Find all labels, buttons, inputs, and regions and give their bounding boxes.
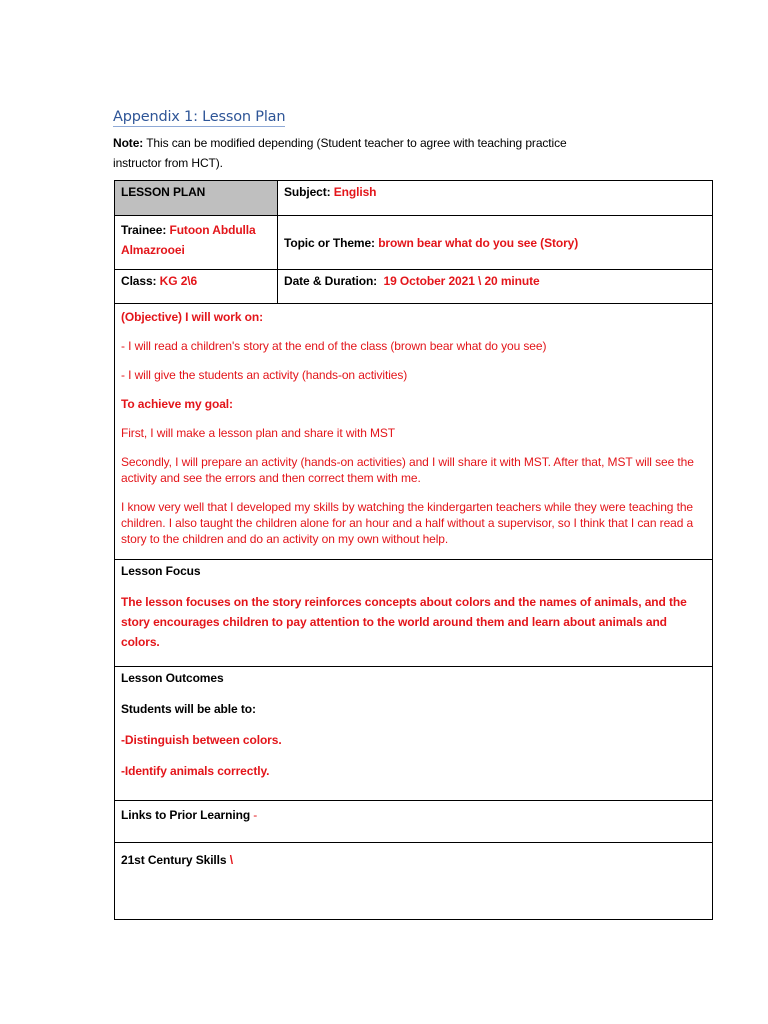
- note-text: [113, 133, 633, 173]
- subject-label: Subject:: [284, 185, 331, 199]
- note-label: Note:: [113, 136, 144, 150]
- objective-item-1: - I will read a children's story at the end of the class (brown bear what do you see): [121, 339, 547, 353]
- objective-title: (Objective) I will work on:: [121, 310, 263, 324]
- outcomes-intro: Students will be able to:: [121, 702, 256, 716]
- outcomes-cell: [115, 667, 713, 801]
- date-value: 19 October 2021 \ 20 minute: [383, 274, 540, 288]
- page-heading: Appendix 1: Lesson Plan: [113, 109, 286, 125]
- links-cell: [115, 801, 713, 843]
- class-cell: [115, 270, 278, 304]
- note-line2: instructor from HCT).: [113, 156, 223, 170]
- date-cell: [278, 270, 713, 304]
- trainee-label: Trainee:: [121, 223, 167, 237]
- links-label: Links to Prior Learning: [121, 808, 251, 822]
- trainee-value-line1: Futoon Abdulla: [169, 223, 256, 237]
- skills-value: \: [229, 853, 233, 867]
- links-value: -: [253, 808, 258, 822]
- topic-cell: [278, 216, 713, 270]
- focus-cell: [115, 560, 713, 667]
- goal-title: To achieve my goal:: [121, 397, 233, 411]
- trainee-value-line2: Almazrooei: [121, 243, 185, 257]
- goal-paragraph-1: First, I will make a lesson plan and share it with MST: [121, 426, 396, 440]
- date-label: Date & Duration:: [284, 274, 378, 288]
- objective-item-2: - I will give the students an activity (hands-on activities): [121, 368, 408, 382]
- lesson-plan-table: [114, 180, 713, 920]
- outcome-item-1: -Distinguish between colors.: [121, 733, 282, 747]
- class-value: KG 2\6: [159, 274, 198, 288]
- objective-cell: [115, 304, 713, 560]
- class-label: Class:: [121, 274, 157, 288]
- skills-label: 21st Century Skills: [121, 853, 227, 867]
- lesson-plan-label: LESSON PLAN: [121, 185, 206, 199]
- note-line1: This can be modified depending (Student teacher to agree with teaching practice: [146, 136, 567, 150]
- lesson-plan-header-cell: [115, 181, 278, 216]
- subject-cell: [278, 181, 713, 216]
- trainee-cell: [115, 216, 278, 270]
- focus-text: The lesson focuses on the story reinforces concepts about colors and the names of animals, and the story encourages children to pay attention to the world around them and learn about animals and colors.: [121, 595, 687, 649]
- topic-value: brown bear what do you see (Story): [378, 235, 579, 250]
- goal-paragraph-2: Secondly, I will prepare an activity (hands-on activities) and I will share it with MST. After that, MST will see the activity and see the errors and then correct them with me.: [121, 455, 694, 485]
- goal-paragraph-3: I know very well that I developed my skills by watching the kindergarten teachers while they were teaching the children. I also taught the children alone for an hour and a half without a supervisor, so I think that I can read a story to the children and do an activity on my own without help.: [121, 500, 694, 546]
- focus-title: Lesson Focus: [121, 564, 201, 578]
- subject-value: English: [333, 185, 377, 199]
- topic-label: Topic or Theme:: [284, 235, 375, 250]
- outcomes-title: Lesson Outcomes: [121, 671, 224, 685]
- skills-cell: [115, 843, 713, 920]
- outcome-item-2: -Identify animals correctly.: [121, 764, 270, 778]
